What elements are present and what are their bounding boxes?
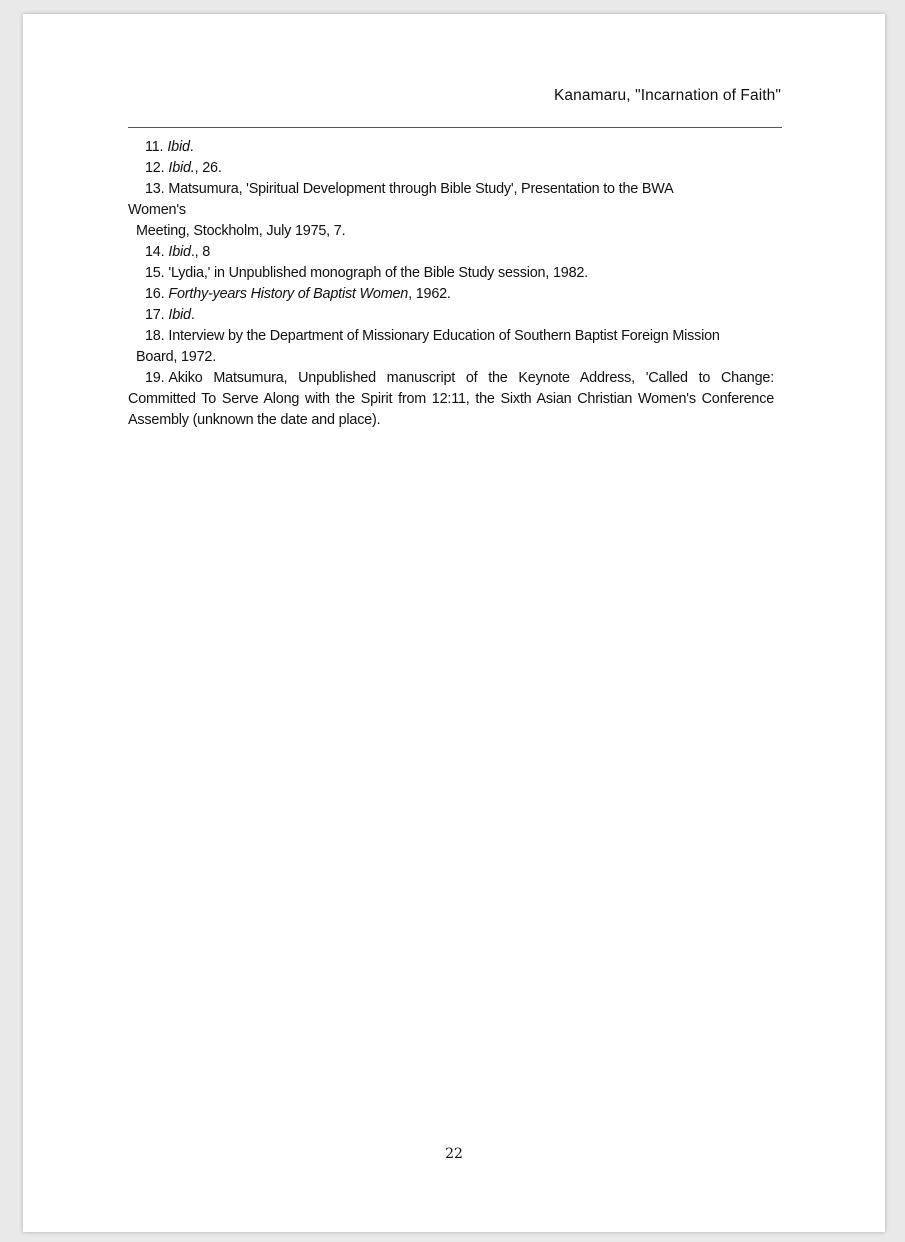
endnote-19 — [128, 368, 774, 431]
endnote-16 — [128, 284, 774, 305]
endnote-18-line2: Board, 1972. — [136, 349, 217, 365]
endnote-12 — [128, 158, 774, 179]
endnote-text: , 1962. — [408, 286, 451, 302]
endnote-13 — [128, 179, 774, 200]
endnote-text: Matsumura, 'Spiritual Development through Bible Study', Presentation to the BWA — [168, 181, 674, 197]
document-page — [23, 14, 885, 1232]
endnote-number: 17. — [145, 307, 165, 323]
endnote-number: 12. — [145, 160, 165, 176]
endnote-15 — [128, 263, 774, 284]
endnote-text: , 26. — [194, 160, 222, 176]
endnote-italic: Ibid — [168, 307, 191, 323]
endnotes-list — [128, 137, 774, 431]
endnote-number: 11. — [145, 139, 164, 155]
endnote-17 — [128, 305, 774, 326]
endnote-italic: Ibid — [167, 139, 190, 155]
endnote-italic: Forthy-years History of Baptist Women — [168, 286, 409, 302]
header-rule — [128, 127, 782, 128]
page-number: 22 — [445, 1146, 463, 1162]
endnote-14 — [128, 242, 774, 263]
endnote-number: 15. — [145, 265, 165, 281]
endnote-text: Interview by the Department of Missionary Education of Southern Baptist Foreign Mission — [168, 328, 720, 344]
endnote-text: . — [190, 307, 195, 323]
endnote-13-line2: Women's — [128, 202, 186, 218]
endnote-13-line3: Meeting, Stockholm, July 1975, 7. — [136, 223, 346, 239]
endnote-text: ., 8 — [190, 244, 211, 260]
running-header: Kanamaru, "Incarnation of Faith" — [553, 87, 781, 104]
endnote-number: 19. — [145, 370, 165, 386]
endnote-number: 18. — [145, 328, 165, 344]
endnote-number: 14. — [145, 244, 165, 260]
endnote-italic: Ibid — [168, 244, 191, 260]
endnote-italic: Ibid. — [168, 160, 195, 176]
endnote-number: 13. — [145, 181, 165, 197]
endnote-text: . — [189, 139, 194, 155]
endnote-18 — [128, 326, 774, 347]
endnote-text: 'Lydia,' in Unpublished monograph of the Bible Study session, 1982. — [168, 265, 588, 281]
endnote-11 — [128, 137, 774, 158]
endnote-number: 16. — [145, 286, 165, 302]
endnote-text: Akiko Matsumura, Unpublished manuscript of the Keynote Address, 'Called to Change: Committed To Serve Along with the Spirit from 12:11, the Sixth Asian Christian Women's Conference Assembly (unknown the date and place). — [128, 370, 774, 428]
